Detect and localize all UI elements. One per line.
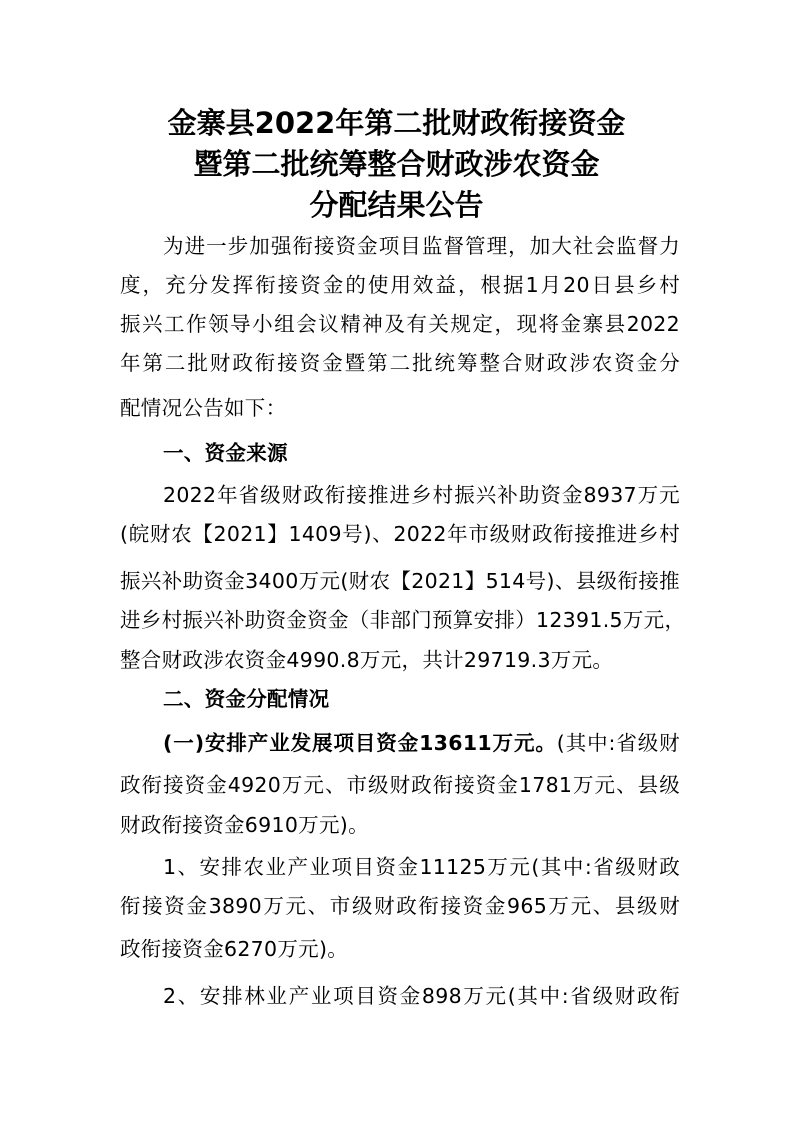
intro-line-4: 年第二批财政衔接资金暨第二批统筹整合财政涉农资金分 (120, 351, 680, 375)
section-1-line-1: 2022年省级财政衔接推进乡村振兴补助资金8937万元 (163, 483, 680, 507)
subsection-1-line-2: 政衔接资金4920万元、市级财政衔接资金1781万元、县级 (120, 773, 680, 797)
title-line-2: 暨第二批统筹整合财政涉农资金 (193, 147, 600, 181)
section-1-line-2: (皖财农【2021】1409号)、2022年市级财政衔接推进乡村 (120, 522, 680, 546)
title-line-1: 金寨县2022年第二批财政衔接资金 (167, 106, 626, 140)
item-1-line-2: 衔接资金3890万元、市级财政衔接资金965万元、县级财 (120, 894, 680, 918)
section-2-heading: 二、资金分配情况 (163, 687, 330, 711)
section-1-line-3: 振兴补助资金3400万元(财农【2021】514号)、县级衔接推 (120, 569, 680, 593)
section-1-heading: 一、资金来源 (163, 441, 288, 465)
title-line-3: 分配结果公告 (309, 188, 484, 222)
intro-line-1: 为进一步加强衔接资金项目监督管理，加大社会监督力 (163, 234, 680, 258)
item-1-line-3: 政衔接资金6270万元)。 (120, 937, 349, 961)
section-1-line-4: 进乡村振兴补助资金资金（非部门预算安排）12391.5万元， (120, 608, 686, 632)
section-1-line-5: 整合财政涉农资金4990.8万元，共计29719.3万元。 (120, 648, 614, 672)
intro-line-5: 配情况公告如下： (120, 396, 287, 420)
item-2-line-1: 2、安排林业产业项目资金898万元(其中:省级财政衔 (163, 984, 680, 1008)
subsection-1-line-3: 财政衔接资金6910万元)。 (120, 813, 369, 837)
intro-line-3: 振兴工作领导小组会议精神及有关规定，现将金寨县2022 (120, 312, 680, 336)
item-1-line-1: 1、安排农业产业项目资金11125万元(其中:省级财政 (163, 855, 680, 879)
intro-line-2: 度，充分发挥衔接资金的使用效益，根据1月20日县乡村 (120, 273, 680, 297)
subsection-1-bold-lead: (一)安排产业发展项目资金13611万元。 (163, 731, 557, 755)
subsection-1-line-1 (163, 726, 680, 760)
subsection-1-line-1-rest: (其中:省级财 (556, 731, 680, 755)
